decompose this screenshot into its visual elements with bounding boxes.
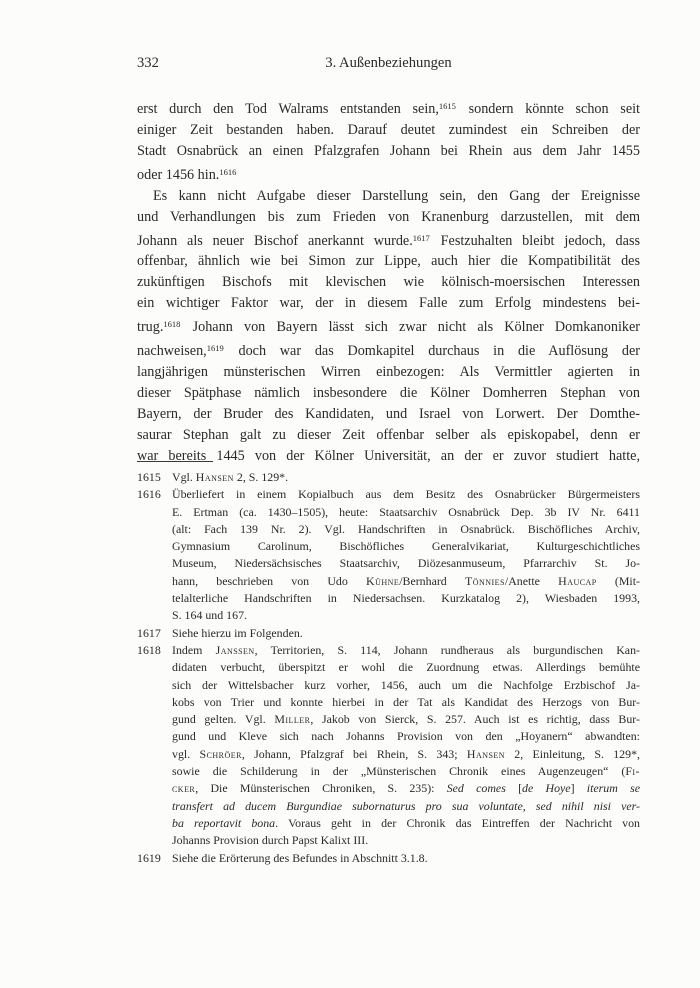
text-line <box>172 625 640 642</box>
text-run: [ <box>505 781 523 796</box>
text-run: oder 1456 hin. <box>137 166 220 183</box>
footnote-number: 1617 <box>137 625 161 640</box>
footnote-marker: 1618 <box>163 319 181 330</box>
text-run: sowie die Schilderung in der „Münsterischen Chronik eines Augenzeugen“ ( <box>172 764 626 779</box>
text-run: (alt: Fach 139 Nr. 2). Vgl. Handschriften in Osnabrück. Bischöfliches Archiv, <box>172 521 640 536</box>
text-line <box>172 573 640 590</box>
text-run: hann, beschrieben von Udo <box>172 573 367 588</box>
text-line <box>172 815 640 832</box>
text-line <box>137 338 640 362</box>
text-line <box>137 207 640 228</box>
text-line <box>137 120 640 141</box>
text-run: Indem <box>172 642 216 657</box>
latin-citation: de Hoye <box>522 781 571 796</box>
running-header <box>137 55 640 75</box>
main-text-block <box>137 96 640 467</box>
smallcaps-name: Tönnies <box>464 573 505 588</box>
text-run: E. Ertman (ca. 1430–1505), heute: Staatsarchiv Osnabrück Dep. 3b IV Nr. 6411 <box>172 504 640 519</box>
text-run: Johanns Provision durch Papst Kalixt III. <box>172 833 369 848</box>
text-run: didaten verbucht, überspitzt er wohl die Zuordnung etwas. Allerdings bemühte <box>172 660 640 675</box>
text-run: und Verhandlungen bis zum Frieden von Kranenburg darzustellen, mit dem <box>137 208 640 225</box>
text-line <box>137 141 640 162</box>
text-line <box>172 504 640 521</box>
footnote-marker: 1617 <box>412 232 430 243</box>
text-run: Vgl. <box>172 470 196 484</box>
footnote-item <box>137 486 640 624</box>
smallcaps-name: Hansen <box>466 746 505 761</box>
smallcaps-name: Haucap <box>558 573 597 588</box>
body-paragraph <box>137 186 640 467</box>
text-line <box>137 362 640 383</box>
smallcaps-name: Janssen <box>215 642 255 657</box>
smallcaps-name: cker <box>172 781 196 796</box>
text-line <box>137 314 640 338</box>
text-run: 2, Einleitung, S. 129*, <box>505 746 640 761</box>
text-run: Bayern, der Bruder des Kandidaten, und Israel von Lorwert. Der Domthe- <box>137 406 640 423</box>
text-run: war bereits 1445 von der Kölner Universität, an der er zuvor studiert hatte, <box>137 448 640 465</box>
text-run: kobs von Trier und konnte hierbei in der Tat als Kandidat des Herzogs von Bur- <box>172 694 640 709</box>
footnote-text <box>172 486 640 624</box>
text-run: telalterliche Handschriften in Niedersachsen. Kurzkatalog 2), Wiesbaden 1993, <box>172 591 640 606</box>
text-line <box>137 272 640 293</box>
text-line <box>172 832 640 849</box>
text-run: doch war das Domkapitel durchaus in die Auflösung der <box>224 343 640 360</box>
text-line <box>137 251 640 272</box>
footnote-marker: 1615 <box>438 101 456 111</box>
text-run: , Die Münsterischen Chroniken, S. 235): <box>195 781 447 796</box>
text-run: einiger Zeit bestanden haben. Darauf deutet zumindest ein Schreiben der <box>137 121 640 138</box>
text-line <box>172 659 640 676</box>
footnote-number: 1619 <box>137 850 161 865</box>
latin-citation: iterum se <box>586 781 640 796</box>
text-run: ein wichtiger Faktor war, der in diesem Falle zum Erfolg mindestens bei- <box>137 295 640 312</box>
footnote-text <box>172 469 640 486</box>
text-line <box>172 780 640 797</box>
text-run: nachweisen, <box>137 343 207 360</box>
text-run: Siehe hierzu im Folgenden. <box>172 625 303 640</box>
text-line <box>172 590 640 607</box>
text-line <box>172 746 640 763</box>
footnote-text <box>172 642 640 850</box>
latin-citation: Sed comes <box>446 781 506 796</box>
body-paragraph <box>137 96 640 186</box>
footnote-number: 1616 <box>137 487 161 502</box>
text-line <box>137 404 640 425</box>
footnote-marker: 1616 <box>219 166 237 177</box>
footnote-item <box>137 642 640 850</box>
text-line <box>137 383 640 404</box>
footnote-number: 1618 <box>137 642 161 657</box>
text-line <box>172 711 640 728</box>
text-line <box>137 293 640 314</box>
text-run: sondern könnte schon seit <box>456 100 640 117</box>
text-run: ] <box>570 781 587 796</box>
text-line <box>172 642 640 659</box>
text-run: offenbar, ähnlich wie bei Simon zur Lippe, auch hier die Kompatibilität des <box>137 253 640 270</box>
text-run: Museum, Niedersächsisches Staatsarchiv, Diözesanmuseum, Pfarrarchiv St. Jo- <box>172 556 640 571</box>
footnote-number: 1615 <box>137 470 161 484</box>
text-run: , Territorien, S. 114, Johann rundheraus als burgundischen Kan- <box>254 642 640 657</box>
latin-citation: ba reportavit bona <box>172 815 276 830</box>
smallcaps-name: Miller <box>274 712 311 727</box>
text-run: Johann als neuer Bischof anerkannt wurde. <box>137 232 413 249</box>
text-line <box>137 425 640 446</box>
footnote-item <box>137 625 640 642</box>
text-run: , Jakob von Sierck, S. 257. Auch ist es richtig, dass Bur- <box>310 712 640 727</box>
text-line <box>137 228 640 252</box>
text-run: dieser Spätphase nämlich insbesondere die Kölner Domherren Stephan von <box>137 385 640 402</box>
text-run: , Johann, Pfalzgraf bei Rhein, S. 343; <box>241 746 467 761</box>
text-run: S. 164 und 167. <box>172 608 247 623</box>
text-run: Siehe die Erörterung des Befundes in Abschnitt 3.1.8. <box>172 850 428 865</box>
text-run: (Mit- <box>596 573 640 588</box>
smallcaps-name: Hansen <box>195 470 234 484</box>
text-run: Stadt Osnabrück an einen Pfalzgrafen Johann bei Rhein aus dem Jahr 1455 <box>137 142 640 159</box>
chapter-running-title: 3. Außenbeziehungen <box>325 55 452 71</box>
text-line <box>172 850 640 867</box>
smallcaps-name: Schröer <box>199 746 242 761</box>
smallcaps-name: Fi- <box>625 764 640 779</box>
text-line <box>137 186 640 207</box>
text-run: Johann von Bayern lässt sich zwar nicht als Kölner Domkanoniker <box>181 319 640 336</box>
text-run: Gymnasium Carolinum, Bischöfliches Generalvikariat, Kulturgeschichtliches <box>172 539 640 554</box>
text-run: /Anette <box>504 573 559 588</box>
footnote-text <box>172 850 640 867</box>
latin-citation: transfert ad ducem Burgundiae subornaturus pro sua voluntate, sed nihil nisi ver- <box>172 798 640 813</box>
smallcaps-name: Kühne <box>366 573 400 588</box>
text-run: Festzuhalten bleibt jedoch, dass <box>430 232 640 249</box>
text-line <box>172 728 640 745</box>
text-line <box>172 798 640 815</box>
text-run: saurar Stephan galt zu dieser Zeit offenbar selber als episkopabel, denn er <box>137 427 640 444</box>
page-number: 332 <box>137 55 159 71</box>
footnote-text <box>172 625 640 642</box>
text-line <box>137 446 640 467</box>
text-line <box>137 162 640 186</box>
text-line <box>172 607 640 624</box>
footnotes-section <box>137 469 640 867</box>
text-run: gund und Kleve sich nach Johanns Provision von den „Hoyanern“ abwandten: <box>172 729 640 744</box>
footnote-separator-rule <box>137 461 213 462</box>
footnote-marker: 1619 <box>206 343 224 354</box>
text-run: langjährigen münsterischen Wirren einbezogen: Als Vermittler agierten in <box>137 364 640 381</box>
text-run: zukünftigen Bischofs mit klevischen wie kölnisch-moersischen Interessen <box>137 274 640 291</box>
text-run: /Bernhard <box>399 573 465 588</box>
text-run: vgl. <box>172 746 200 761</box>
text-line <box>172 555 640 572</box>
footnote-item <box>137 850 640 867</box>
text-run: erst durch den Tod Walrams entstanden sein, <box>137 100 439 117</box>
text-line <box>137 96 640 120</box>
text-line <box>172 521 640 538</box>
text-line <box>172 677 640 694</box>
text-run: 2, S. 129*. <box>233 470 289 484</box>
text-run: Es kann nicht Aufgabe dieser Darstellung sein, den Gang der Ereignisse <box>153 187 640 204</box>
text-line <box>172 538 640 555</box>
text-run: sich der Wittelsbacher kurz vorher, 1456, auch um die Nachfolge Erzbischof Ja- <box>172 677 640 692</box>
text-line <box>172 763 640 780</box>
footnote-item <box>137 469 640 486</box>
text-line <box>172 469 640 486</box>
text-run: gund gelten. Vgl. <box>172 712 275 727</box>
text-line <box>172 486 640 503</box>
text-run: . Voraus geht in der Chronik das Eintreffen der Nachricht von <box>275 815 641 830</box>
text-run: trug. <box>137 319 164 336</box>
text-line <box>172 694 640 711</box>
text-run: Überliefert in einem Kopialbuch aus dem Besitz des Osnabrücker Bürgermeisters <box>172 487 640 502</box>
